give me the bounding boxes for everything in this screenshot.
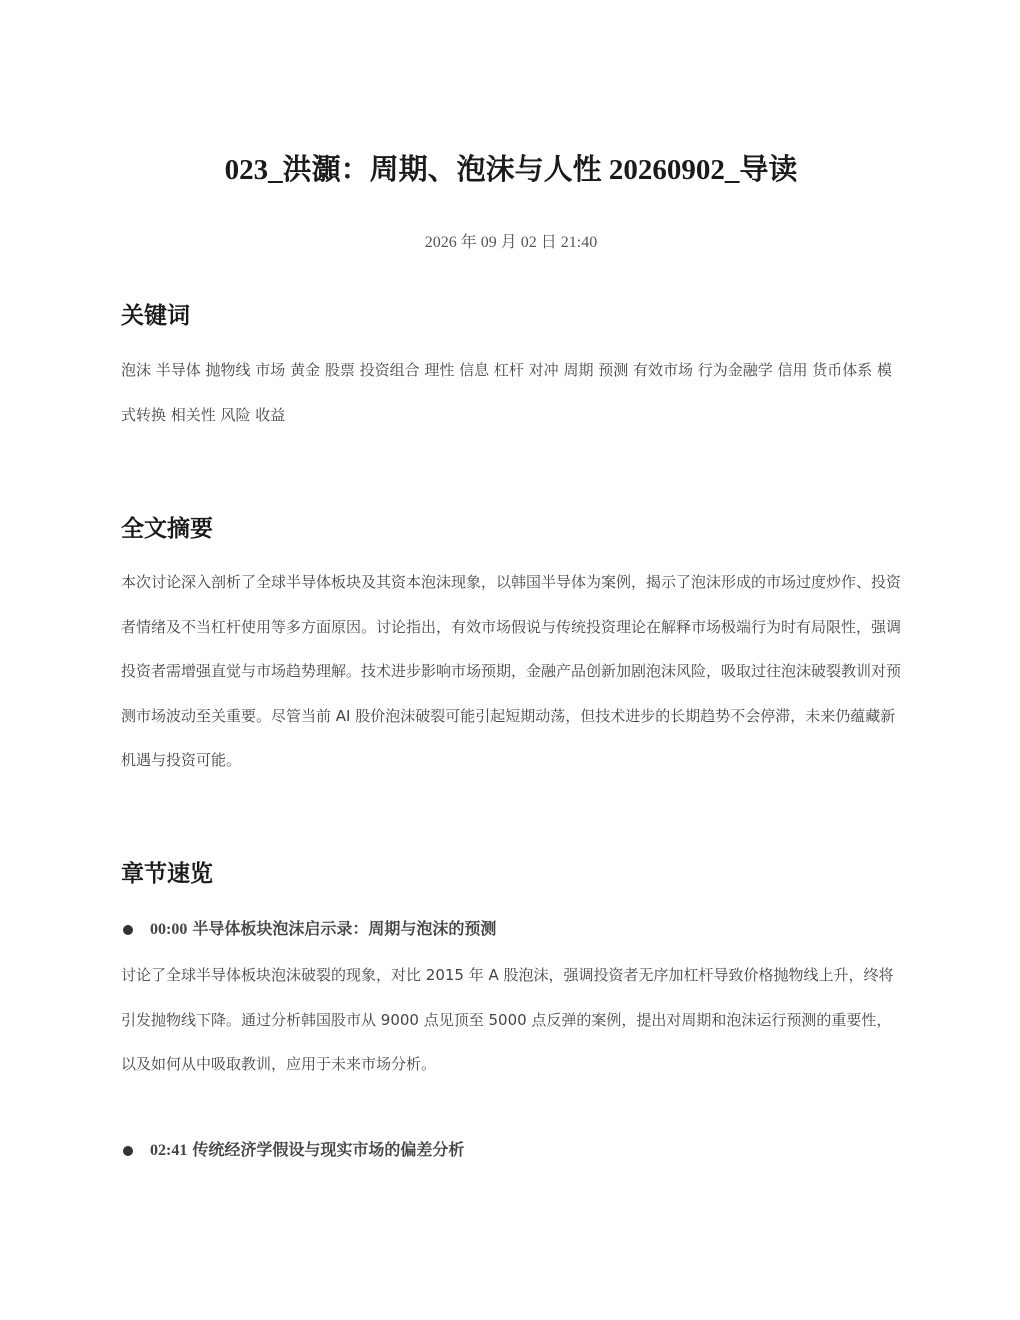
chapter-title-label: 传统经济学假设与现实市场的偏差分析 bbox=[192, 1142, 465, 1159]
chapters-heading: 章节速览 bbox=[121, 861, 213, 887]
chapter-title-label: 半导体板块泡沫启示录：周期与泡沫的预测 bbox=[192, 921, 497, 938]
chapter-item-body: 讨论了全球半导体板块泡沫破裂的现象，对比 2015 年 A 股泡沫，强调投资者无序加杠杆导致价格抛物线上升，终将引发抛物线下降。通过分析韩国股市从 9000 点见顶至 5000 点反弹的案例，提出对周期和泡沫运行预测的重要性，以及如何从中吸取教训，应用于未来市场分析。 bbox=[121, 966, 894, 1074]
chapter-title-text bbox=[150, 917, 496, 943]
chapter-timestamp: 02:41 bbox=[150, 1142, 188, 1159]
keywords-text: 泡沫 半导体 抛物线 市场 黄金 股票 投资组合 理性 信息 杠杆 对冲 周期 预测 有效市场 行为金融学 信用 货币体系 模式转换 相关性 风险 收益 bbox=[121, 361, 893, 424]
chapter-title-text bbox=[150, 1138, 464, 1164]
bullet-icon bbox=[123, 1146, 133, 1156]
summary-heading: 全文摘要 bbox=[121, 516, 213, 542]
chapter-timestamp: 00:00 bbox=[150, 921, 188, 938]
bullet-icon bbox=[123, 925, 133, 935]
document-date: 2026 年 09 月 02 日 21:40 bbox=[424, 234, 598, 251]
summary-text: 本次讨论深入剖析了全球半导体板块及其资本泡沫现象，以韩国半导体为案例，揭示了泡沫形成的市场过度炒作、投资者情绪及不当杠杆使用等多方面原因。讨论指出，有效市场假说与传统投资理论在解释市场极端行为时有局限性，强调投资者需增强直觉与市场趋势理解。技术进步影响市场预期，金融产品创新加剧泡沫风险，吸取过往泡沫破裂教训对预测市场波动至关重要。尽管当前 AI 股价泡沫破裂可能引起短期动荡，但技术进步的长期趋势不会停滞，未来仍蕴藏新机遇与投资可能。 bbox=[121, 573, 902, 770]
document-title: 023_洪灝：周期、泡沫与人性 20260902_导读 bbox=[224, 154, 798, 186]
keywords-heading: 关键词 bbox=[121, 303, 190, 329]
